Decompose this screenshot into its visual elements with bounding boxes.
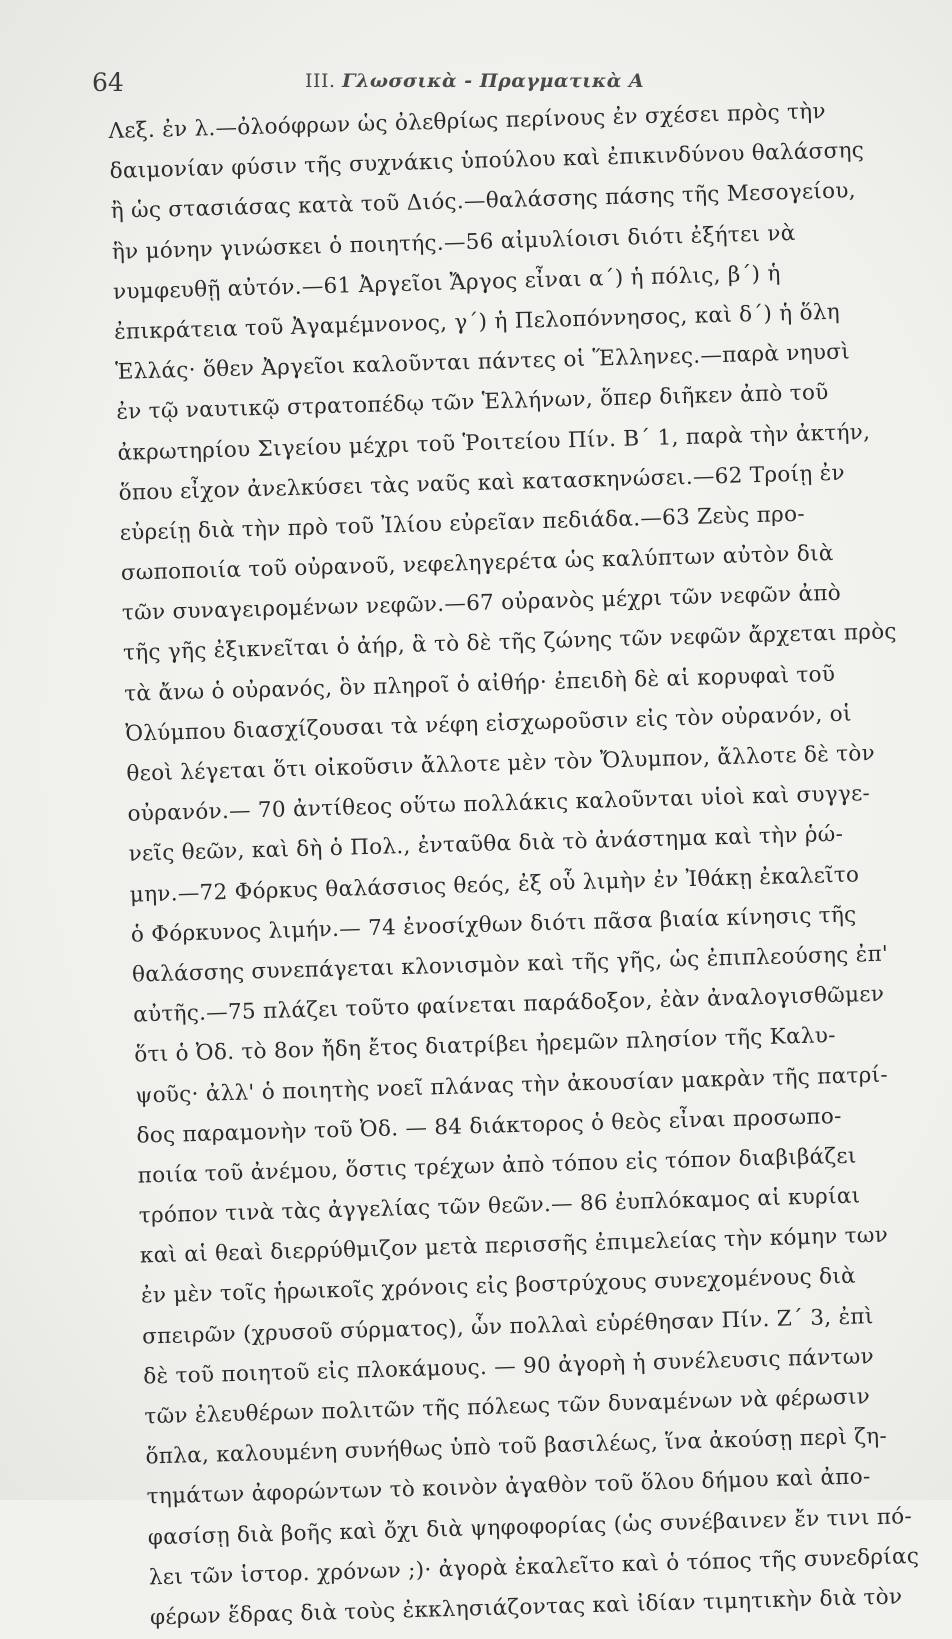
text-line: σωποποιία τοῦ οὐρανοῦ, νεφεληγερέτα ὡς καλύπτων αὐτὸν διὰ	[120, 540, 834, 586]
running-head-title: Γλωσσικὰ - Πραγματικὰ Α	[342, 70, 645, 92]
section-number: III.	[305, 70, 336, 92]
text-line: τῆς γῆς ἐξικνεῖται ὁ ἀήρ, ἃ τὸ δὲ τῆς ζώνης τῶν νεφῶν ἄρχεται πρὸς	[122, 619, 898, 667]
text-line: τημάτων ἀφορώντων τὸ κοινὸν ἀγαθὸν τοῦ ὅλου δήμου καὶ ἀπο-	[146, 1464, 871, 1510]
text-line: τῶν συναγειρομένων νεφῶν.—67 οὐρανὸς μέχρι τῶν νεφῶν ἀπὸ	[121, 580, 842, 627]
text-line: σπειρῶν (χρυσοῦ σύρματος), ὧν πολλαὶ εὑρέθησαν Πίν. Ζ΄ 3, ἐπὶ	[141, 1303, 874, 1350]
text-line: οὐρανόν.— 70 ἀντίθεος οὕτω πολλάκις καλοῦνται υἱοὶ καὶ συγγε-	[127, 781, 871, 827]
text-line: ἢ ὡς στασιάσας κατὰ τοῦ Διός.—θαλάσσης πάσης τῆς Μεσογείου,	[110, 178, 857, 225]
text-line: δὲ τοῦ ποιητοῦ εἰς πλοκάμους. — 90 ἀγορὴ ἡ συνέλευσις πάντων	[142, 1343, 875, 1390]
text-line: καὶ αἱ θεαὶ διερρύθμιζον μετὰ περισσῆς ἐπιμελείας τὴν κόμην των	[139, 1222, 889, 1269]
text-line: αὐτῆς.—75 πλάζει τοῦτο φαίνεται παράδοξον, ἐὰν ἀναλογισθῶμεν	[132, 981, 885, 1028]
text-line: μην.—72 Φόρκυς θαλάσσιος θεός, ἐξ οὗ λιμὴν ἐν Ἰθάκῃ ἐκαλεῖτο	[129, 861, 860, 908]
text-line: νυμφευθῇ αὐτόν.—61 Ἀργεῖοι Ἄργος εἶναι α΄) ἡ πόλις, β΄) ἡ	[112, 261, 781, 305]
text-line: ἣν μόνην γινώσκει ὁ ποιητής.—56 αἰμυλίοισι διότι ἐξήτει νὰ	[111, 220, 796, 265]
text-line: θαλάσσης συνεπάγεται κλονισμὸν καὶ τῆς γῆς, ὡς ἐπιπλεούσης ἐπ'	[131, 941, 889, 988]
text-line: ὅπου εἶχον ἀνελκύσει τὰς ναῦς καὶ κατασκηνώσει.—62 Τροίῃ ἐν	[118, 460, 846, 506]
text-line: εὐρείῃ διὰ τὴν πρὸ τοῦ Ἰλίου εὐρεῖαν πεδιάδα.—63 Ζεὺς προ-	[119, 501, 806, 546]
text-line: φασίσῃ διὰ βοῆς καὶ ὄχι διὰ ψηφοφορίας (ὡς συνέβαινεν ἔν τινι πό-	[147, 1503, 913, 1551]
text-line: ἐπικράτεια τοῦ Ἀγαμέμνονος, γ΄) ἡ Πελοπόννησος, καὶ δ΄) ἡ ὅλη	[113, 299, 841, 345]
text-line: τὰ ἄνω ὁ οὐρανός, ὃν πληροῖ ὁ αἰθήρ· ἐπειδὴ δὲ αἱ κορυφαὶ τοῦ	[123, 661, 836, 707]
body-text	[108, 89, 952, 1639]
text-line: φέρων ἕδρας διὰ τοὺς ἐκκλησιάζοντας καὶ ἰδίαν τιμητικὴν διὰ τὸν	[149, 1584, 903, 1631]
text-line: ποιία τοῦ ἀνέμου, ὅστις τρέχων ἀπὸ τόπου εἰς τόπον διαβιβάζει	[137, 1143, 857, 1189]
text-line: τρόπον τινὰ τὰς ἀγγελίας τῶν θεῶν.— 86 ἐυπλόκαμος αἱ κυρίαι	[138, 1183, 861, 1229]
text-line: ὁ Φόρκυνος λιμήν.— 74 ἐνοσίχθων διότι πᾶσα βιαία κίνησις τῆς	[130, 902, 857, 948]
text-line: Λεξ. ἐν λ.—ὀλοόφρων ὡς ὀλεθρίως περίνους ἐν σχέσει πρὸς τὴν	[108, 98, 827, 144]
text-line: δαιμονίαν φύσιν τῆς συχνάκις ὑπούλου καὶ ἐπικινδύνου θαλάσσης	[109, 138, 865, 185]
text-line: ἀκρωτηρίου Σιγείου μέχρι τοῦ Ῥοιτείου Πίν. Β΄ 1, παρὰ τὴν ἀκτήν,	[117, 419, 871, 466]
text-line: νεῖς θεῶν, καὶ δὴ ὁ Πολ., ἐνταῦθα διὰ τὸ ἀνάστημα καὶ τὴν ῥώ-	[128, 822, 844, 868]
text-line: Ἑλλάς· ὅθεν Ἀργεῖοι καλοῦνται πάντες οἱ Ἕλληνες.—παρὰ νηυσὶ	[114, 339, 851, 386]
text-line: θεοὶ λέγεται ὅτι οἰκοῦσιν ἄλλοτε μὲν τὸν Ὄλυμπον, ἄλλοτε δὲ τὸν	[126, 740, 876, 787]
text-line: τῶν ἐλευθέρων πολιτῶν τῆς πόλεως τῶν δυναμένων νὰ φέρωσιν	[144, 1384, 871, 1430]
text-line: λει τῶν ἱστορ. χρόνων ;)· ἀγορὰ ἐκαλεῖτο καὶ ὁ τόπος τῆς συνεδρίας	[148, 1543, 920, 1591]
text-line: ἐν τῷ ναυτικῷ στρατοπέδῳ τῶν Ἑλλήνων, ὅπερ διῆκεν ἀπὸ τοῦ	[116, 380, 829, 426]
text-line: ψοῦς· ἀλλ' ὁ ποιητὴς νοεῖ πλάνας τὴν ἀκουσίαν μακρὰν τῆς πατρί-	[135, 1062, 889, 1109]
text-line: ὅτι ὁ Ὀδ. τὸ 8ον ἤδη ἔτος διατρίβει ἠρεμῶν πλησίον τῆς Καλυ-	[134, 1023, 837, 1068]
text-line: Ὀλύμπου διασχίζουσαι τὰ νέφη εἰσχωροῦσιν εἰς τὸν οὐρανόν, οἱ	[125, 701, 853, 747]
running-head	[305, 70, 644, 92]
text-line: ἐν μὲν τοῖς ἡρωικοῖς χρόνοις εἰς βοστρύχους συνεχομένους διὰ	[140, 1264, 857, 1309]
text-line: δος παραμονὴν τοῦ Ὀδ. — 84 διάκτορος ὁ θεὸς εἶναι προσωπο-	[136, 1103, 842, 1149]
text-line: ὅπλα, καλουμένη συνήθως ὑπὸ τοῦ βασιλέως, ἵνα ἀκούσῃ περὶ ζη-	[145, 1423, 888, 1470]
page-number: 64	[92, 68, 124, 97]
